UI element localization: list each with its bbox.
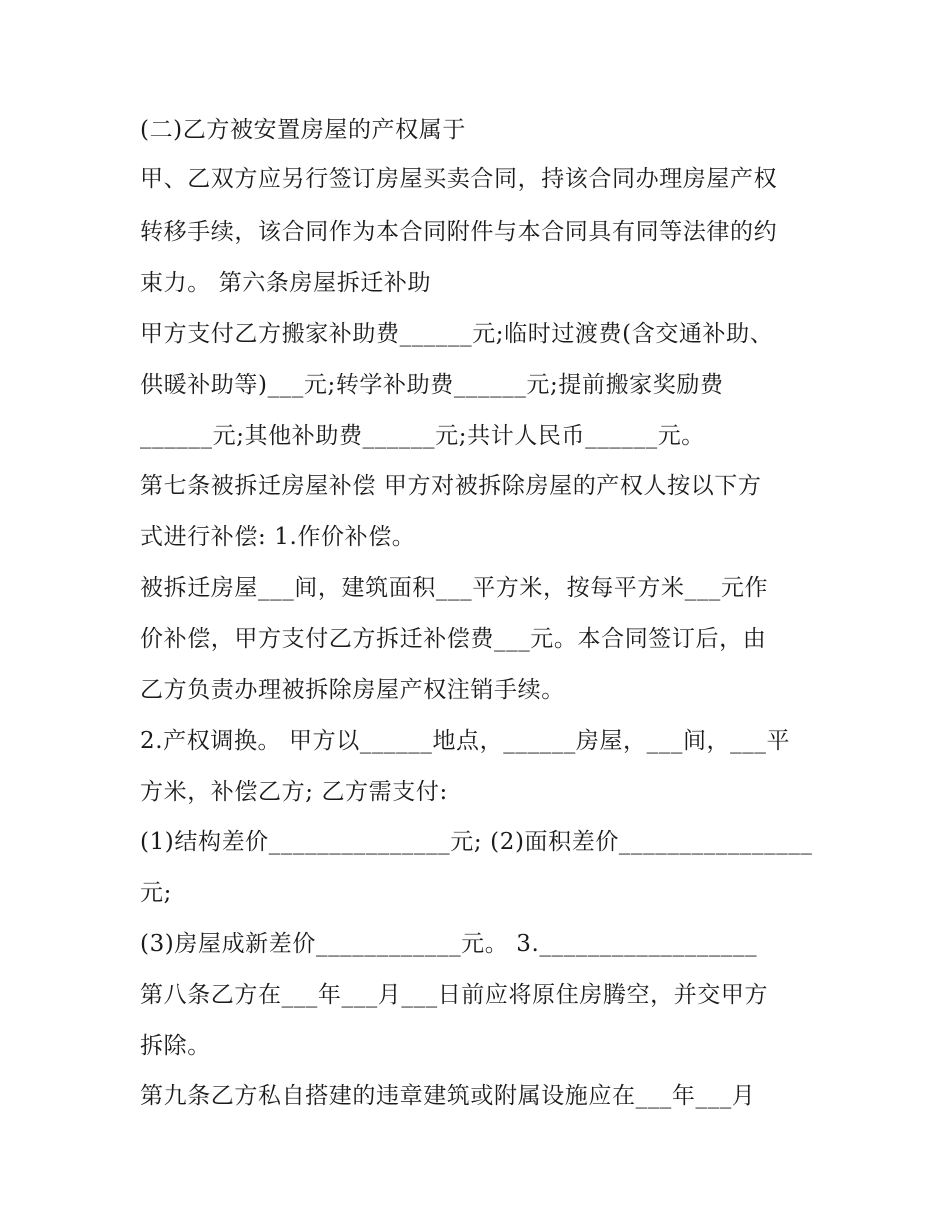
text-line: 式进行补偿: 1.作价补偿。: [140, 524, 416, 550]
text-line: 方米，补偿乙方; 乙方需支付:: [140, 779, 448, 805]
text-line: 被拆迁房屋___间，建筑面积___平方米，按每平方米___元作: [140, 575, 769, 601]
text-line: 第七条被拆迁房屋补偿 甲方对被拆除房屋的产权人按以下方: [140, 473, 762, 499]
text-line: (二)乙方被安置房屋的产权属于: [140, 117, 466, 143]
text-line: 甲方支付乙方搬家补助费______元;临时过渡费(含交通补助、: [140, 321, 774, 347]
text-line: (3)房屋成新差价____________元。 3.__________________: [140, 931, 758, 957]
text-line: ______元;其他补助费______元;共计人民币______元。: [140, 423, 705, 449]
text-line: 2.产权调换。 甲方以______地点，______房屋，___间，___平: [140, 728, 791, 754]
text-line: 甲、乙双方应另行签订房屋买卖合同，持该合同办理房屋产权: [140, 166, 778, 192]
text-line: 束力。 第六条房屋拆迁补助: [140, 270, 432, 296]
text-line: (1)结构差价_______________元; (2)面积差价________________: [140, 829, 813, 855]
text-line: 乙方负责办理被拆除房屋产权注销手续。: [140, 677, 565, 703]
text-line: 元;: [140, 880, 172, 906]
text-line: 转移手续，该合同作为本合同附件与本合同具有同等法律的约: [140, 219, 778, 245]
text-line: 拆除。: [140, 1033, 211, 1059]
text-line: 第九条乙方私自搭建的违章建筑或附属设施应在___年___月: [140, 1083, 756, 1109]
text-line: 供暖补助等)___元;转学补助费______元;提前搬家奖励费: [140, 372, 724, 398]
text-line: 第八条乙方在___年___月___日前应将原住房腾空，并交甲方: [140, 982, 769, 1008]
text-line: 价补偿，甲方支付乙方拆迁补偿费___元。本合同签订后，由: [140, 626, 767, 652]
